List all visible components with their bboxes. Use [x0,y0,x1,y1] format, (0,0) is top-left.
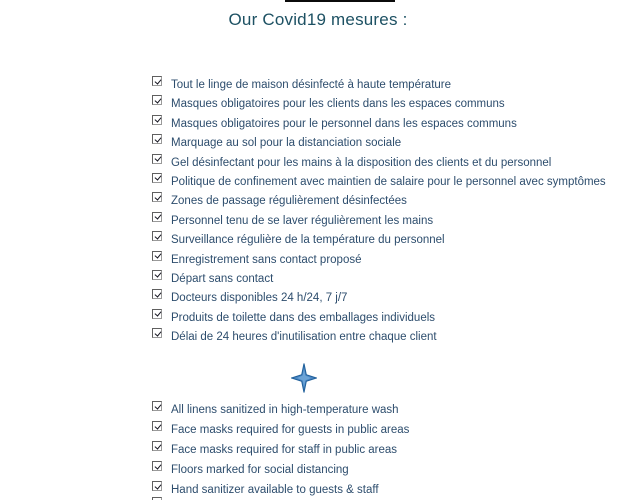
checklist-item [152,328,622,347]
checklist-item-label: Hand sanitizer available to guests & staff [171,484,379,496]
checklist-item [152,401,622,421]
checklist-item [152,270,622,289]
check-icon [154,77,161,84]
check-icon [154,442,161,449]
checklist-english [152,401,622,500]
check-icon [154,329,161,336]
checklist-item [152,154,622,173]
checklist-item [152,173,622,192]
checklist-item-label: Floors marked for social distancing [171,464,349,476]
checked-checkbox[interactable] [152,401,162,411]
checklist-item [152,115,622,134]
check-icon [154,422,161,429]
checklist-item [152,441,622,461]
checklist-item [152,134,622,153]
checklist-item-label: Masques obligatoires pour les clients dans les espaces communs [171,98,505,111]
check-icon [154,213,161,220]
check-icon [154,310,161,317]
checklist-item-label: Surveillance régulière de la température du personnel [171,234,445,247]
checklist-item-label: All linens sanitized in high-temperature wash [171,404,399,416]
checked-checkbox[interactable] [152,173,162,183]
check-icon [154,193,161,200]
check-icon [154,402,161,409]
checklist-item-label: Départ sans contact [171,272,274,285]
checklist-item [152,212,622,231]
checklist-item-label: Produits de toilette dans des emballages individuels [171,311,436,324]
checked-checkbox[interactable] [152,231,162,241]
check-icon [154,154,161,161]
check-icon [154,135,161,142]
checklist-item [152,461,622,481]
checklist-item-label: Masques obligatoires pour le personnel dans les espaces communs [171,117,517,130]
checked-checkbox[interactable] [152,115,162,125]
checklist-item [152,421,622,441]
checked-checkbox[interactable] [152,461,162,471]
checklist-item [152,289,622,308]
check-icon [154,174,161,181]
checklist-item-label: Tout le linge de maison désinfecté à haute température [171,79,452,91]
checked-checkbox[interactable] [152,289,162,299]
checklist-item-label: Politique de confinement avec maintien de salaire pour le personnel avec symptômes [171,175,606,188]
checklist-french [152,76,622,347]
checked-checkbox[interactable] [152,212,162,222]
checklist-item-label: Marquage au sol pour la distanciation sociale [171,137,402,150]
checklist-item-label: Personnel tenu de se laver régulièrement les mains [171,214,434,227]
check-icon [154,290,161,297]
checked-checkbox[interactable] [152,154,162,164]
check-icon [154,116,161,123]
check-icon [154,232,161,239]
page-title: Our Covid19 mesures : [228,10,408,29]
checklist-item-label: Face masks required for guests in public areas [171,424,410,436]
checked-checkbox[interactable] [152,309,162,319]
checked-checkbox[interactable] [152,95,162,105]
checklist-item [152,309,622,328]
checklist-item-label: Gel désinfectant pour les mains à la disposition des clients et du personnel [171,156,552,169]
checklist-item [152,251,622,270]
checklist-item [152,95,622,114]
checked-checkbox[interactable] [152,134,162,144]
checked-checkbox[interactable] [152,270,162,280]
checked-checkbox[interactable] [152,192,162,202]
four-point-star-icon [291,363,317,393]
check-icon [154,96,161,103]
checklist-item [152,231,622,250]
checklist-item-label: Zones de passage régulièrement désinfectées [171,195,407,208]
top-bar-fragment [285,0,395,2]
checked-checkbox[interactable] [152,76,162,86]
checklist-item [152,76,622,95]
checked-checkbox[interactable] [152,441,162,451]
checked-checkbox[interactable] [152,251,162,261]
checked-checkbox[interactable] [152,421,162,431]
check-icon [154,462,161,469]
checklist-item [152,481,622,500]
checklist-item-label: Docteurs disponibles 24 h/24, 7 j/7 [171,292,348,305]
check-icon [154,271,161,278]
check-icon [154,482,161,489]
checklist-item-label: Face masks required for staff in public areas [171,444,398,456]
section-divider [0,363,636,395]
checklist-item-label: Délai de 24 heures d'inutilisation entre chaque client [171,331,437,344]
checklist-item [152,192,622,211]
checked-checkbox[interactable] [152,481,162,491]
checked-checkbox[interactable] [152,328,162,338]
check-icon [154,251,161,258]
checklist-item-label: Enregistrement sans contact proposé [171,253,362,266]
